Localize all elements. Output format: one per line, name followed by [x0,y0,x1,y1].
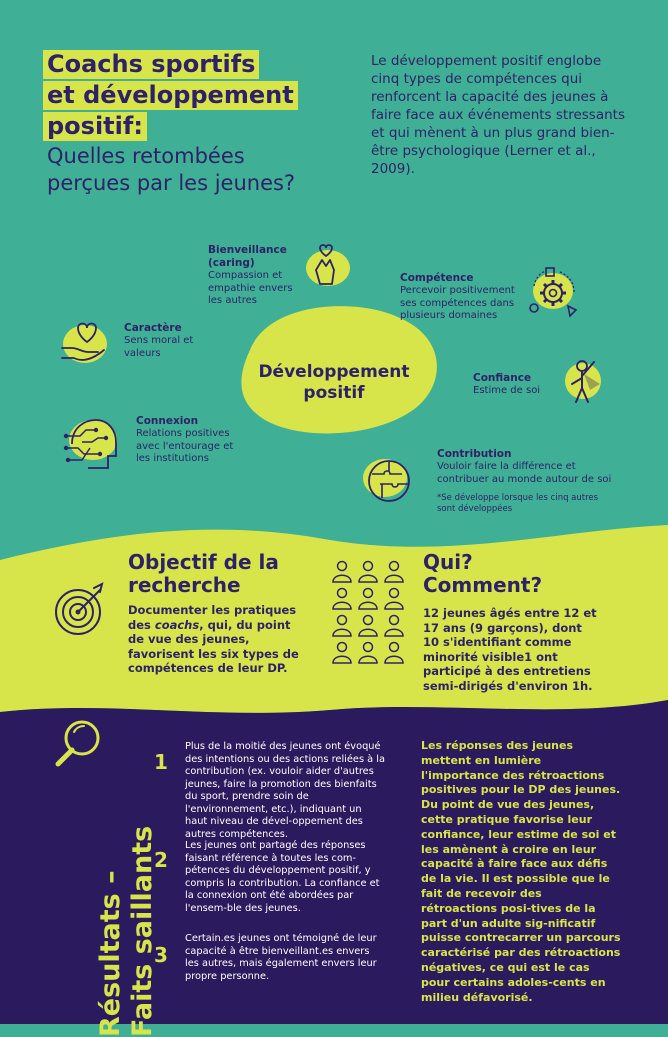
connexion-text: Relations positives avec l'entourage et les institutions [136,428,234,464]
point-1-text: Plus de la moitié des jeunes ont évoqué des intentions ou des actions reliées à la contribution (ex. vouloir aider d'autres jeunes, faire la promotion des bienfaits du sport, prendre soin de l'environnement, etc.), indiquant un haut niveau de dével-oppement des autres compétences. [185,741,386,840]
page-title [43,50,343,197]
point-1-number: 1 [154,750,168,774]
intro-paragraph: Le développement positif englobe cinq types de compétences qui renforcent la capacité des jeunes à faire face aux événements stressants et qui mènent à un plus grand bien-être psychologique (Lerner et al., 2009). [371,53,625,177]
objectif-section [128,551,308,676]
person-head [390,589,399,598]
subtitle-line-1: Quelles retombées [47,144,245,168]
objectif-text-part-2: , qui, du point de vue des jeunes, favorisent les six types de compétences de leur DP. [128,617,299,675]
objectif-title-2: recherche [128,573,241,597]
person-body [385,656,403,663]
point-2-text: Les jeunes ont partagé des réponses faisant référence à toutes les com-pétences du développement positif, y compris la contribution. La confiance et la connexion ont été abordées par l'ensem-ble des jeunes. [185,840,380,914]
item-contribution [437,448,617,515]
superhero-icon [560,354,606,408]
person-body [385,575,403,582]
person-head [364,562,373,571]
item-confiance [473,372,553,398]
person-head [390,562,399,571]
contribution-note: *Se développe lorsque les cinq autres sont développées [437,493,599,514]
qui-title: Qui? Comment? [423,550,543,597]
person-body [333,656,351,663]
person-head [338,616,347,625]
center-label-line-2: positif [303,383,365,403]
title-line-2: et développement [43,81,298,110]
objectif-text-part-1: Documenter les pratiques des [128,603,297,632]
item-competence [400,272,525,323]
person-head [364,643,373,652]
point-3-text: Certain.es jeunes ont témoigné de leur capacité à être bienveillant.es envers les autres, mais également envers leur propre personne. [185,933,377,982]
item-caractere [124,322,204,360]
gear-cycle-icon [526,266,580,320]
resultats-side-title [95,787,175,1037]
title-line-3: positif: [43,112,147,141]
objectif-title-1: Objectif de la [128,550,279,574]
center-label [250,362,418,404]
person-body [333,629,351,636]
qui-text: 12 jeunes âgés entre 12 et 17 ans (9 garçons), dont 10 s'identifiant comme minorité visible1 ont participé à des entretiens semi-dirigés d'environ 1h. [423,606,597,693]
competence-text: Percevoir positivement ses compétences dans plusieurs domaines [400,285,515,321]
bienveillance-text: Compassion et empathie envers les autres [208,270,293,306]
person-body [385,629,403,636]
contribution-text: Vouloir faire la différence et contribuer au monde autour de soi [437,461,612,485]
person-head [338,643,347,652]
confiance-text: Estime de soi [473,385,541,396]
item-connexion [136,415,248,466]
person-body [359,656,377,663]
person-head [390,643,399,652]
item-bienveillance [208,244,308,308]
point-2-number: 2 [154,848,168,872]
title-line-1: Coachs sportifs [43,50,259,79]
subtitle-line-2: perçues par les jeunes? [47,171,296,195]
magnifier-icon [50,716,106,772]
person-head [390,616,399,625]
caractere-text: Sens moral et valeurs [124,335,194,359]
bienveillance-title-1: Bienveillance [208,244,287,256]
contribution-title: Contribution [437,448,512,460]
person-head [338,589,347,598]
competence-title: Compétence [400,272,474,284]
target-arrow-icon [50,580,110,640]
person-body [359,575,377,582]
person-head [364,589,373,598]
resultats-title-1: Résultats – [95,870,126,1037]
resultats-title-2: Faits saillants [127,825,158,1037]
person-head [338,562,347,571]
person-body [333,575,351,582]
center-label-line-1: Développement [258,362,410,382]
circuit-head-icon [62,414,124,474]
objectif-text-coachs: coachs [154,617,200,632]
people-grid-icon [330,558,410,668]
heart-hand-icon [304,240,348,292]
heart-in-hand-icon [58,318,110,366]
resultats-summary: Les réponses des jeunes mettent en lumière l'importance des rétroactions positives pour le DP des jeunes. Du point de vue des jeunes, cette pratique favorise leur confiance, leur estime de soi et les amènent à croire en leur capacité à faire face aux défis de la vie. Il est possible que le fait de recevoir des rétroactions posi-tives de la part d'un adulte sig-nificatif puisse contrecarrer un parcours caractérisé par des rétroactions négatives, ce qui est le cas pour certains adoles-cents en milieu défavorisé. [421,739,621,1004]
person-body [385,602,403,609]
person-body [359,629,377,636]
objectif-text [128,603,308,676]
person-body [359,602,377,609]
point-3-number: 3 [154,943,168,967]
connexion-title: Connexion [136,415,199,427]
caractere-title: Caractère [124,322,182,334]
person-head [364,616,373,625]
person-body [333,602,351,609]
bienveillance-title-2: (caring) [208,257,255,269]
confiance-title: Confiance [473,372,532,384]
globe-puzzle-icon [362,454,416,508]
qui-section [423,551,598,693]
